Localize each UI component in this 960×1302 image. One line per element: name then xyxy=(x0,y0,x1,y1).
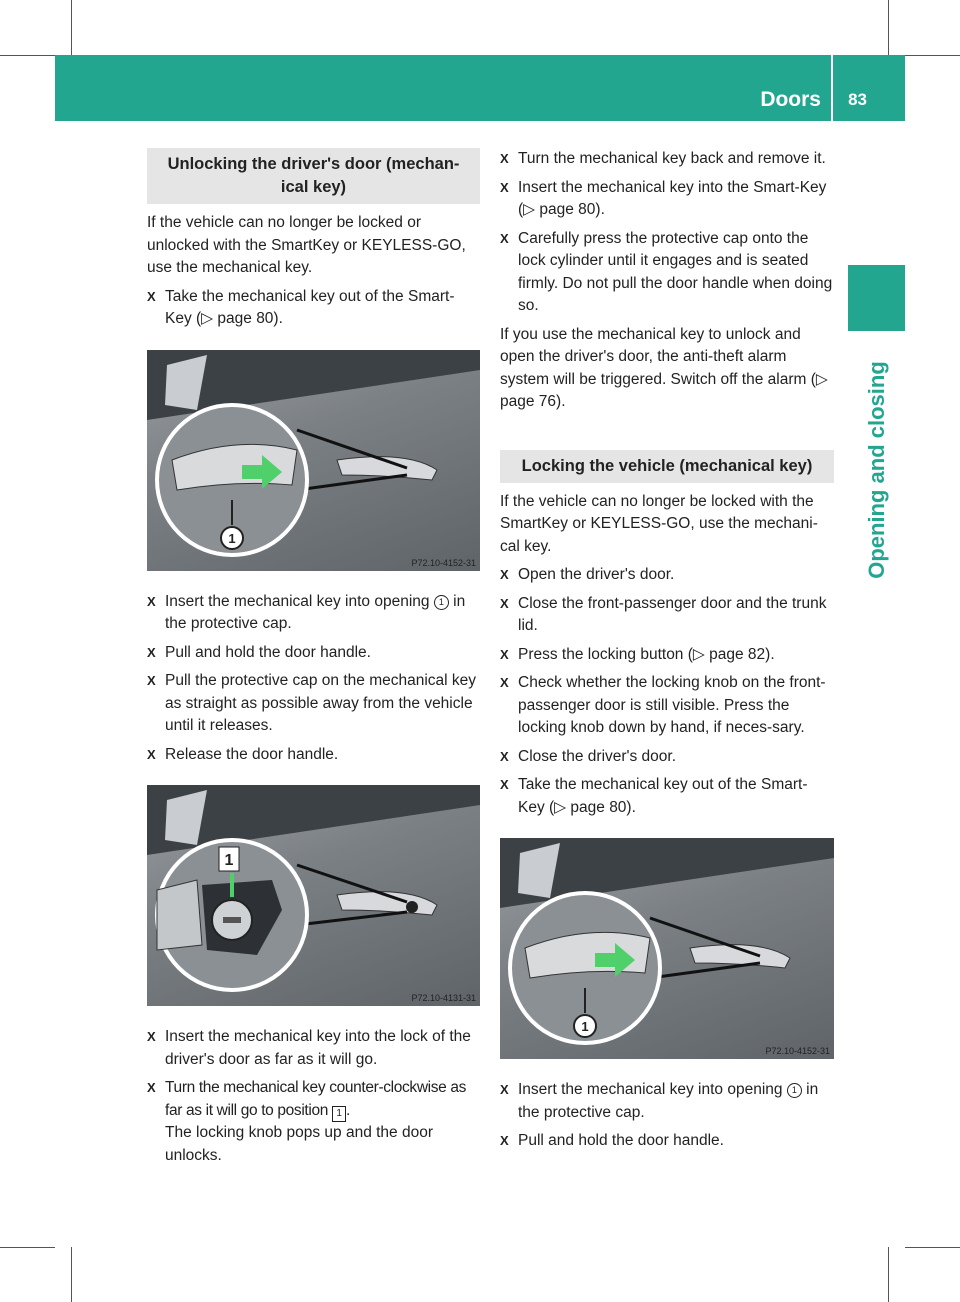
instruction-step: X Release the door handle. xyxy=(147,744,480,767)
instruction-step: X Press the locking button (▷ page 82). xyxy=(500,644,834,667)
page-header xyxy=(55,55,905,121)
callout-1-icon: 1 xyxy=(434,595,449,610)
door-handle-illustration xyxy=(500,838,834,1059)
instruction-step: X Turn the mechanical key counter-clockwise as far as it will go to position 1 . The locking knob pops up and the door unlocks. xyxy=(147,1079,467,1164)
step-bullet-icon: X xyxy=(147,1080,156,1095)
svg-text:1: 1 xyxy=(224,852,234,869)
callout-1-icon: 1 xyxy=(787,1083,802,1098)
instruction-step: X Close the driver's door. xyxy=(500,746,834,769)
page-number: 83 xyxy=(848,90,867,109)
intro-paragraph: If the vehicle can no longer be locked with the SmartKey or KEYLESS-GO, use the mechani-cal key. xyxy=(500,492,818,555)
chapter-tab xyxy=(848,265,905,331)
section-heading: Unlocking the driver's door (mechan-ical key) xyxy=(147,148,480,204)
instruction-step: X Open the driver's door. xyxy=(500,564,834,587)
instruction-step: X Take the mechanical key out of the Smart-Key (▷ page 80). xyxy=(147,287,455,327)
step-bullet-icon: X xyxy=(147,746,156,762)
figure-door-handle xyxy=(500,838,834,1059)
instruction-step: X Pull and hold the door handle. xyxy=(147,642,480,665)
instruction-step: X Insert the mechanical key into the lock of the driver's door as far as it will go. xyxy=(147,1028,471,1068)
instruction-step: X Insert the mechanical key into opening 1 in the protective cap. xyxy=(147,592,466,632)
svg-text:1: 1 xyxy=(228,530,236,546)
step-bullet-icon: X xyxy=(147,673,156,688)
figure-code: P72.10-4152-31 xyxy=(411,557,476,568)
step-bullet-icon: X xyxy=(500,151,509,166)
crop-mark xyxy=(71,1247,72,1302)
position-1-icon: 1 xyxy=(332,1106,346,1122)
step-bullet-icon: X xyxy=(147,593,156,609)
alarm-paragraph: If you use the mechanical key to unlock and open the driver's door, the anti-theft alarm system will be triggered. Switch off the alarm (▷ page 76). xyxy=(500,325,828,410)
svg-text:1: 1 xyxy=(581,1019,589,1034)
step-bullet-icon: X xyxy=(147,644,156,660)
step-bullet-icon: X xyxy=(500,595,509,611)
chapter-label: Opening and closing xyxy=(864,361,889,579)
instruction-step: X Check whether the locking knob on the front-passenger door is still visible. Press the locking knob down by hand, if neces-sary. xyxy=(500,674,826,736)
crop-mark xyxy=(71,0,72,55)
instruction-step: X Insert the mechanical key into opening 1 in the protective cap. xyxy=(500,1081,819,1121)
lock-cylinder-illustration xyxy=(147,785,480,1006)
instruction-step: X Pull and hold the door handle. xyxy=(500,1130,834,1153)
instruction-step: X Pull the protective cap on the mechanical key as straight as possible away from the vehicle until it releases. xyxy=(147,672,477,734)
crop-mark xyxy=(905,55,960,56)
step-bullet-icon: X xyxy=(500,777,509,792)
section-heading: Locking the vehicle (mechanical key) xyxy=(500,450,834,483)
step-bullet-icon: X xyxy=(500,1133,509,1148)
figure-door-handle xyxy=(147,350,480,571)
step-bullet-icon: X xyxy=(147,1029,156,1044)
instruction-step: X Insert the mechanical key into the Smart-Key (▷ page 80). xyxy=(500,178,827,218)
instruction-step: X Take the mechanical key out of the Smart-Key (▷ page 80). xyxy=(500,776,808,816)
crop-mark xyxy=(905,1247,960,1248)
instruction-step: X Turn the mechanical key back and remove it. xyxy=(500,148,834,171)
step-bullet-icon: X xyxy=(500,567,509,582)
crop-mark xyxy=(0,1247,55,1248)
figure-code: P72.10-4152-31 xyxy=(765,1046,830,1056)
crop-mark xyxy=(888,1247,889,1302)
step-bullet-icon: X xyxy=(500,748,509,764)
right-column xyxy=(500,148,834,1159)
door-handle-illustration xyxy=(147,350,480,571)
section-title: Doors xyxy=(760,88,821,111)
step-bullet-icon: X xyxy=(147,288,156,304)
step-bullet-icon: X xyxy=(500,675,509,690)
figure-code: P72.10-4131-31 xyxy=(411,993,476,1003)
left-column xyxy=(147,148,480,1173)
crop-mark xyxy=(888,0,889,55)
crop-mark xyxy=(0,55,55,56)
step-bullet-icon: X xyxy=(500,230,509,246)
step-bullet-icon: X xyxy=(500,1082,509,1097)
result-note: The locking knob pops up and the door unlocks. xyxy=(165,1124,433,1164)
instruction-step: X Close the front-passenger door and the trunk lid. xyxy=(500,594,827,634)
intro-paragraph: If the vehicle can no longer be locked or unlocked with the SmartKey or KEYLESS-GO, use the mechanical key. xyxy=(147,214,466,276)
figure-lock-cylinder xyxy=(147,785,480,1006)
instruction-step: X Carefully press the protective cap onto the lock cylinder until it engages and is seated firmly. Do not pull the door handle when doing so. xyxy=(500,229,833,314)
step-bullet-icon: X xyxy=(500,646,509,662)
step-bullet-icon: X xyxy=(500,179,509,195)
header-divider xyxy=(831,55,833,121)
